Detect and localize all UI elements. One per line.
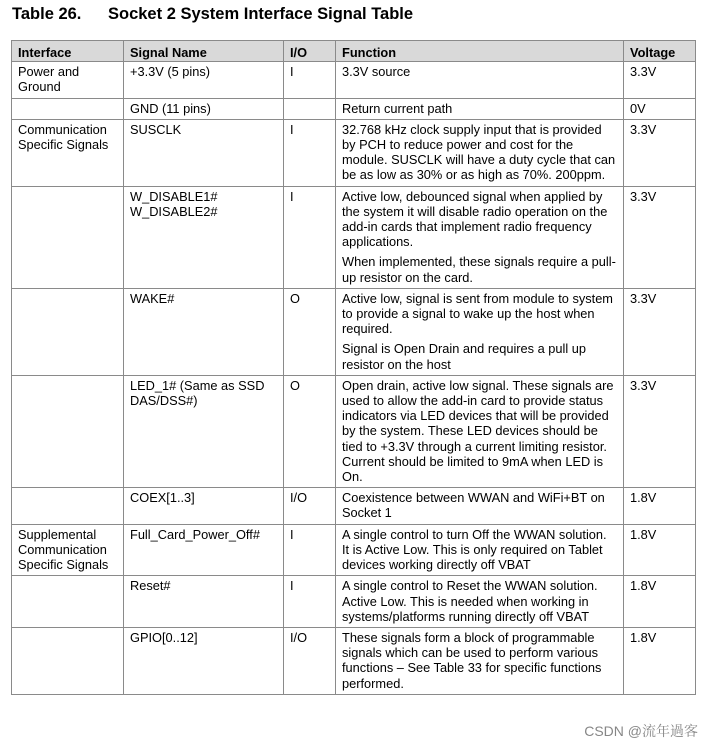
header-row (12, 41, 696, 62)
header-voltage: Voltage (624, 41, 696, 62)
interface-cell (12, 288, 124, 375)
io-cell: I (284, 186, 336, 288)
table-row (12, 98, 696, 119)
table-row (12, 119, 696, 186)
io-cell: I (284, 62, 336, 98)
interface-cell: Communication Specific Signals (12, 119, 124, 186)
voltage-cell: 3.3V (624, 375, 696, 487)
voltage-cell: 1.8V (624, 488, 696, 524)
interface-cell (12, 488, 124, 524)
signal-name-cell: GPIO[0..12] (124, 627, 284, 694)
table-title (12, 5, 413, 24)
table-row (12, 488, 696, 524)
function-cell (336, 62, 624, 98)
signal-name-cell: GND (11 pins) (124, 98, 284, 119)
table-row (12, 576, 696, 628)
function-cell (336, 524, 624, 576)
io-cell: I (284, 524, 336, 576)
io-cell: I/O (284, 488, 336, 524)
function-paragraph: 32.768 kHz clock supply input that is provided by PCH to reduce power and cost for the module. SUSCLK will have a duty cycle that can be as low as 30% or as high as 70%. 200ppm. (342, 121, 616, 183)
io-cell: I/O (284, 627, 336, 694)
interface-cell (12, 186, 124, 288)
function-paragraph: A single control to Reset the WWAN solution. Active Low. This is needed when working in systems/platforms running directly off VBAT (342, 578, 598, 624)
signal-table (11, 40, 696, 695)
function-cell (336, 375, 624, 487)
interface-cell (12, 576, 124, 628)
function-cell (336, 119, 624, 186)
io-cell (284, 98, 336, 119)
signal-name-cell: +3.3V (5 pins) (124, 62, 284, 98)
table-row (12, 186, 696, 288)
interface-cell: Supplemental Communication Specific Signals (12, 524, 124, 576)
voltage-cell: 1.8V (624, 524, 696, 576)
io-cell: I (284, 119, 336, 186)
io-cell: I (284, 576, 336, 628)
signal-name-cell: WAKE# (124, 288, 284, 375)
interface-cell (12, 375, 124, 487)
table-caption: Socket 2 System Interface Signal Table (108, 5, 414, 23)
signal-name-cell: W_DISABLE1# W_DISABLE2# (124, 186, 284, 288)
voltage-cell: 1.8V (624, 576, 696, 628)
header-interface: Interface (12, 41, 124, 62)
io-cell: O (284, 375, 336, 487)
voltage-cell: 3.3V (624, 62, 696, 98)
function-cell (336, 576, 624, 628)
table-number: Table 26. (12, 5, 82, 23)
table-row (12, 375, 696, 487)
function-paragraph: Signal is Open Drain and requires a pull up resistor on the host (342, 341, 586, 372)
table-row (12, 288, 696, 375)
table-row (12, 627, 696, 694)
voltage-cell: 3.3V (624, 186, 696, 288)
interface-cell: Power and Ground (12, 62, 124, 98)
function-paragraph: Coexistence between WWAN and WiFi+BT on Socket 1 (342, 490, 605, 521)
voltage-cell: 1.8V (624, 627, 696, 694)
table-row (12, 524, 696, 576)
io-cell: O (284, 288, 336, 375)
header-io: I/O (284, 41, 336, 62)
function-paragraph: These signals form a block of programmable signals which can be used to perform various functions – See Table 33 for specific functions performed. (342, 629, 602, 691)
signal-name-cell: SUSCLK (124, 119, 284, 186)
function-paragraph: Active low, signal is sent from module to system to provide a signal to wake up the host when required. (342, 290, 613, 337)
function-cell (336, 627, 624, 694)
signal-name-cell: COEX[1..3] (124, 488, 284, 524)
function-paragraph: A single control to turn Off the WWAN solution. It is Active Low. This is only required on Tablet devices working directly off VBAT (342, 526, 607, 573)
signal-name-cell: LED_1# (Same as SSD DAS/DSS#) (124, 375, 284, 487)
function-paragraph: 3.3V source (342, 64, 411, 80)
watermark: CSDN @流年過客 (584, 723, 698, 739)
function-paragraph: Return current path (342, 100, 453, 116)
signal-name-cell: Reset# (124, 576, 284, 628)
interface-cell (12, 98, 124, 119)
voltage-cell: 3.3V (624, 119, 696, 186)
function-cell (336, 98, 624, 119)
function-cell (336, 488, 624, 524)
signal-name-cell: Full_Card_Power_Off# (124, 524, 284, 576)
header-signal-name: Signal Name (124, 41, 284, 62)
header-function: Function (336, 41, 624, 62)
function-paragraph: Open drain, active low signal. These signals are used to allow the add-in card to provide status indicators via LED devices that will be provided by the system. These LED devices should be tied to +3.3V through a current limiting resistor. Current should be limited to 9mA when LED is On. (342, 377, 614, 485)
function-cell (336, 288, 624, 375)
function-cell (336, 186, 624, 288)
function-paragraph: Active low, debounced signal when applied by the system it will disable radio operation on the add-in cards that implement radio frequency applications. (342, 188, 608, 250)
voltage-cell: 3.3V (624, 288, 696, 375)
table-row (12, 62, 696, 98)
interface-cell (12, 627, 124, 694)
voltage-cell: 0V (624, 98, 696, 119)
function-paragraph: When implemented, these signals require a pull-up resistor on the card. (342, 254, 616, 285)
